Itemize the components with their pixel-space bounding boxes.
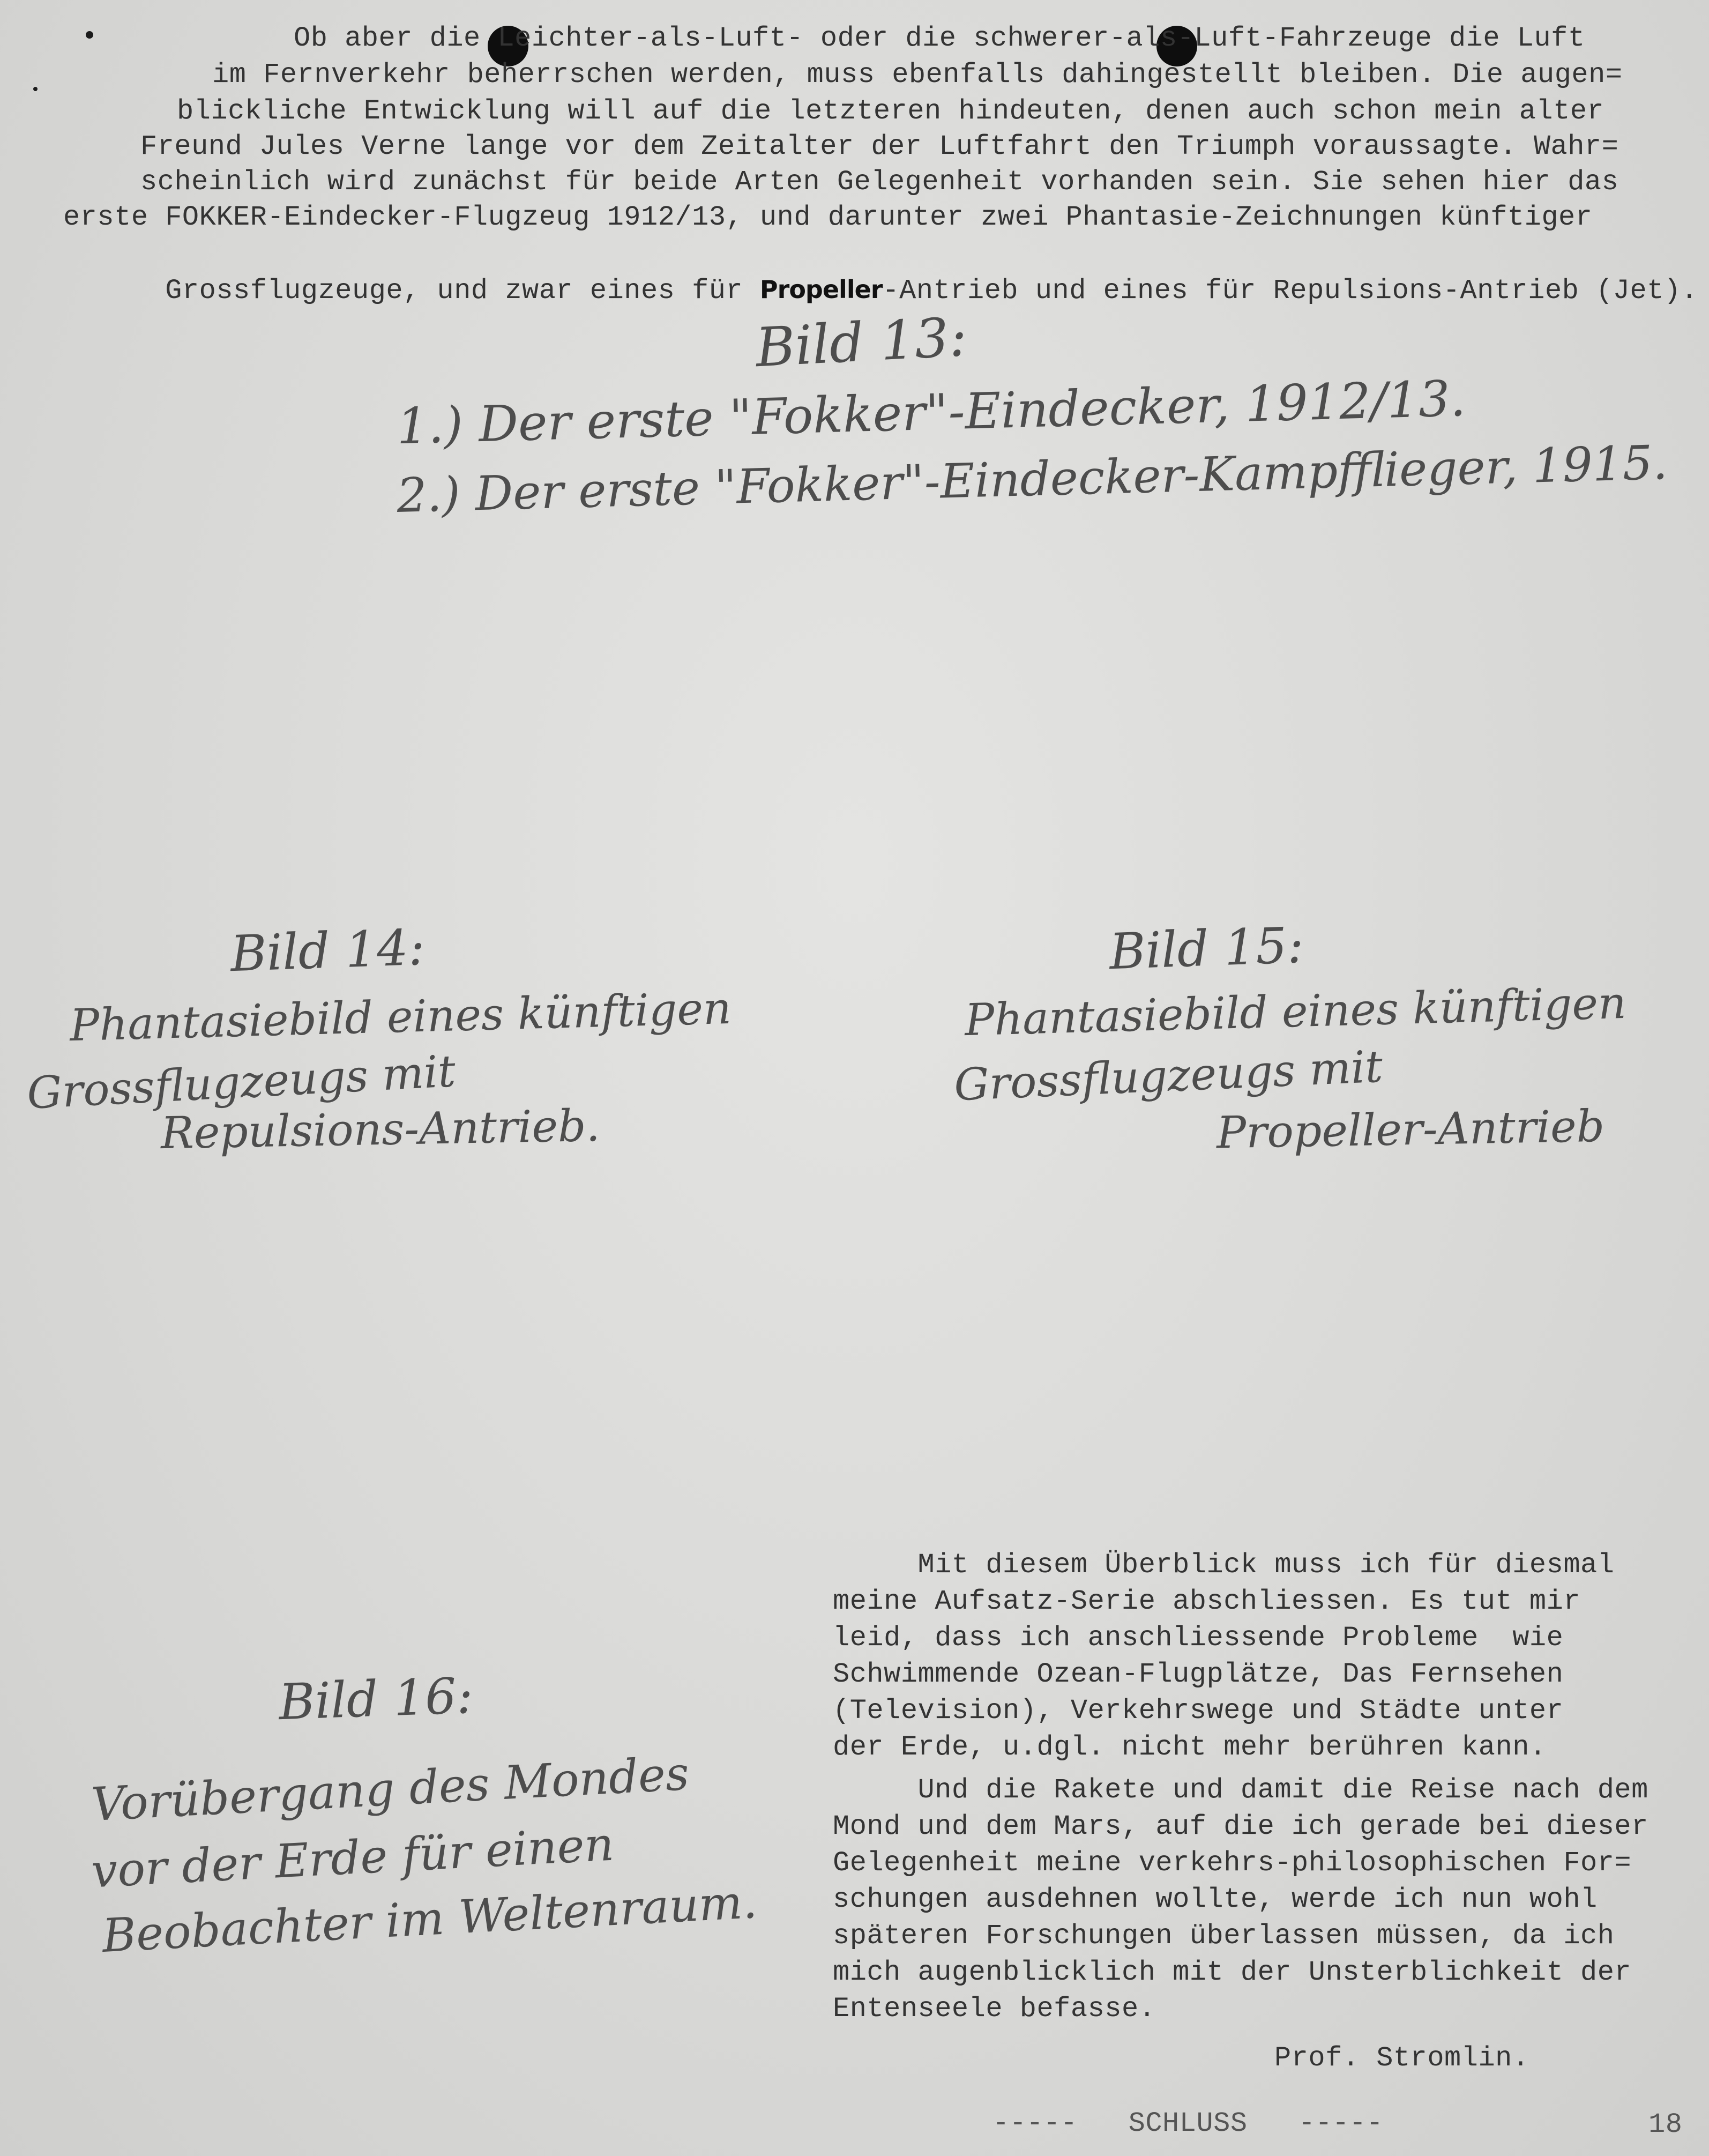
intro-line-1: Ob aber die Leichter-als-Luft- oder die schwerer-als-Luft-Fahrzeuge die Luft: [294, 23, 1585, 54]
bild-15-line-1: Phantasiebild eines künftigen: [964, 977, 1627, 1046]
bild-16-line-2: vor der Erde für einen: [90, 1817, 616, 1899]
closing-para-2-line-3: Gelegenheit meine verkehrs-philosophischen For=: [833, 1847, 1632, 1879]
bild-13-item-1: 1.) Der erste "Fokker"-Eindecker, 1912/13.: [395, 369, 1467, 456]
closing-para-1-line-2: meine Aufsatz-Serie abschliessen. Es tut mir: [833, 1586, 1581, 1617]
closing-para-1-line-1: Mit diesem Überblick muss ich für diesmal: [833, 1549, 1615, 1581]
intro-line-4: Freund Jules Verne lange vor dem Zeitalter der Luftfahrt den Triumph voraussagte. Wahr=: [140, 131, 1619, 162]
bild-14-line-3: Repulsions-Antrieb.: [160, 1100, 601, 1159]
intro-line-7-end: -Antrieb und eines für Repulsions-Antrieb (Jet).: [882, 275, 1698, 307]
closing-para-1-line-6: der Erde, u.dgl. nicht mehr berühren kann.: [833, 1731, 1547, 1763]
closing-para-2-line-2: Mond und dem Mars, auf die ich gerade bei dieser: [833, 1811, 1648, 1842]
bild-15-line-2: Grossflugzeugs mit: [953, 1041, 1384, 1111]
bild-13-item-2: 2.) Der erste "Fokker"-Eindecker-Kampfflieger, 1915.: [396, 434, 1668, 524]
closing-para-2-line-6: mich augenblicklich mit der Unsterblichkeit der: [833, 1957, 1632, 1988]
bild-14-heading: Bild 14:: [229, 918, 426, 983]
intro-line-5: scheinlich wird zunächst für beide Arten Gelegenheit vorhanden sein. Sie sehen hier das: [140, 166, 1619, 198]
ink-speck: [86, 31, 93, 39]
closing-para-1-line-3: leid, dass ich anschliessende Probleme wie: [833, 1622, 1564, 1654]
page-number: 18: [1648, 2109, 1683, 2140]
intro-line-2: im Fernverkehr beherrschen werden, muss ebenfalls dahingestellt bleiben. Die augen=: [212, 59, 1623, 91]
bild-14-line-2: Grossflugzeugs mit: [26, 1046, 457, 1119]
closing-para-2-line-1: Und die Rakete und damit die Reise nach dem: [833, 1774, 1648, 1806]
intro-line-7-start: Grossflugzeuge, und zwar eines für: [165, 275, 760, 307]
ink-speck: [33, 87, 38, 91]
closing-para-2-line-4: schungen ausdehnen wollte, werde ich nun wohl: [833, 1884, 1598, 1915]
intro-line-6: erste FOKKER-Eindecker-Flugzeug 1912/13, und darunter zwei Phantasie-Zeichnungen künftiger: [63, 202, 1593, 233]
bild-16-line-1: Vorübergang des Mondes: [90, 1746, 691, 1832]
closing-para-1-line-5: (Television), Verkehrswege und Städte unter: [833, 1695, 1564, 1727]
closing-para-1-line-4: Schwimmende Ozean-Flugplätze, Das Fernsehen: [833, 1659, 1564, 1690]
bild-16-line-3: Beobachter im Weltenraum.: [101, 1875, 759, 1963]
bild-13-heading: Bild 13:: [754, 305, 968, 380]
bild-15-heading: Bild 15:: [1108, 916, 1305, 981]
bild-15-line-3: Propeller-Antrieb: [1216, 1101, 1605, 1159]
closing-para-2-line-5: späteren Forschungen überlassen müssen, da ich: [833, 1920, 1615, 1952]
bild-14-line-1: Phantasiebild eines künftigen: [69, 983, 732, 1052]
closing-para-2-line-7: Entenseele befasse.: [833, 1993, 1156, 2025]
signature: Prof. Stromlin.: [1274, 2042, 1529, 2074]
intro-line-3: blickliche Entwicklung will auf die letzteren hindeuten, denen auch schon mein alter: [177, 95, 1604, 127]
bild-16-heading: Bild 16:: [278, 1667, 474, 1731]
propeller-stamp: Propeller: [759, 275, 883, 304]
end-mark: ----- SCHLUSS -----: [992, 2108, 1384, 2139]
